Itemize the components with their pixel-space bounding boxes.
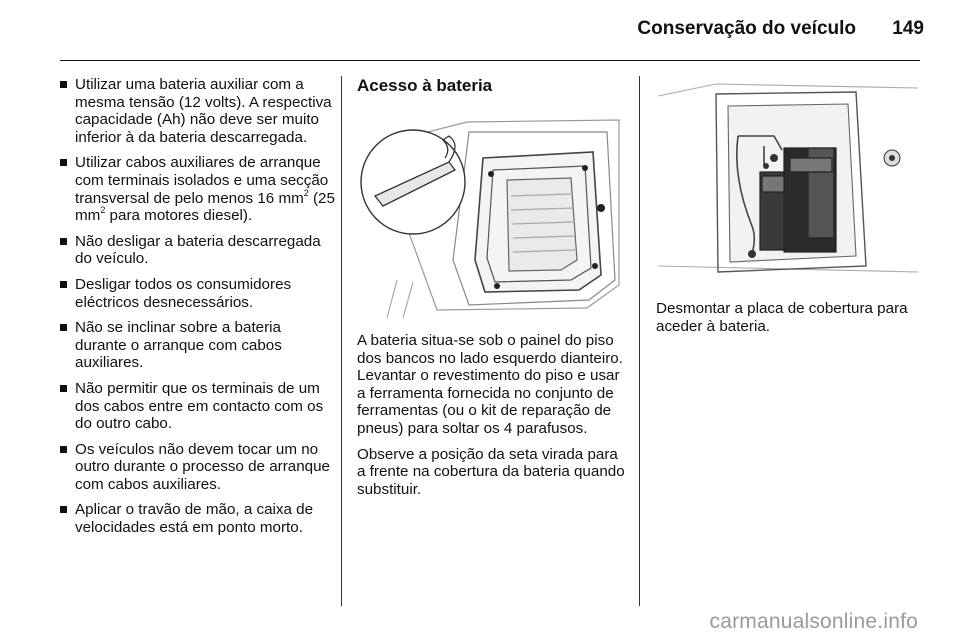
battery-figure-section [656, 76, 920, 343]
bullet-icon [60, 81, 67, 88]
bullet-icon [60, 281, 67, 288]
bullet-list [60, 76, 336, 537]
paragraph-location: A bateria situa-se sob o painel do piso dos bancos no lado esquerdo dianteiro. Levantar o revestimento do piso e usar a ferramenta fornecida no conjunto de ferramentas (ou o kit de reparação de pneus) para soltar os 4 parafusos. [357, 332, 623, 437]
list-item: Aplicar o travão de mão, a caixa de velocidades está em ponto morto. [60, 501, 336, 536]
bullet-icon [60, 159, 67, 166]
bullet-icon [60, 324, 67, 331]
bullet-icon [60, 446, 67, 453]
list-item: Não permitir que os terminais de um dos cabos entre em contacto com os do outro cabo. [60, 380, 336, 433]
bullet-icon [60, 506, 67, 513]
list-item: Não se inclinar sobre a bateria durante o arranque com cabos auxiliares. [60, 319, 336, 372]
list-item: Os veículos não devem tocar um no outro durante o processo de arranque com cabos auxiliares. [60, 441, 336, 494]
list-item: Utilizar cabos auxiliares de arranque com terminais isolados e uma secção transversal de pelo menos 16 $mm^2$ (25 $mm^2$ para motores diesel). [60, 154, 336, 224]
paragraph-arrow-note: Observe a posição da seta virada para a frente na cobertura da bateria quando substituir. [357, 445, 625, 498]
battery-compartment-illustration [656, 76, 920, 288]
list-item: Utilizar uma bateria auxiliar com a mesma tensão (12 volts). A respectiva capacidade (Ah) não deve ser muito inferior à da bateria descarregada. [60, 76, 336, 146]
header-title: Conservação do veículo [637, 18, 856, 39]
battery-access-section [357, 76, 625, 506]
watermark: carmanualsonline.info [709, 610, 918, 633]
column-divider-left [341, 76, 342, 606]
section-title: Acesso à bateria [357, 76, 493, 95]
floor-panel-illustration [357, 110, 623, 318]
page-number: 149 [892, 18, 924, 39]
bullet-icon [60, 238, 67, 245]
bullet-icon [60, 385, 67, 392]
list-item: Desligar todos os consumidores eléctricos desnecessários. [60, 276, 336, 311]
list-item: Não desligar a bateria descarregada do veículo. [60, 233, 336, 268]
jump-start-instructions [60, 76, 336, 545]
header-rule [60, 60, 920, 61]
column-divider-right [639, 76, 640, 606]
figure-caption: Desmontar a placa de cobertura para aceder à bateria. [656, 300, 908, 335]
